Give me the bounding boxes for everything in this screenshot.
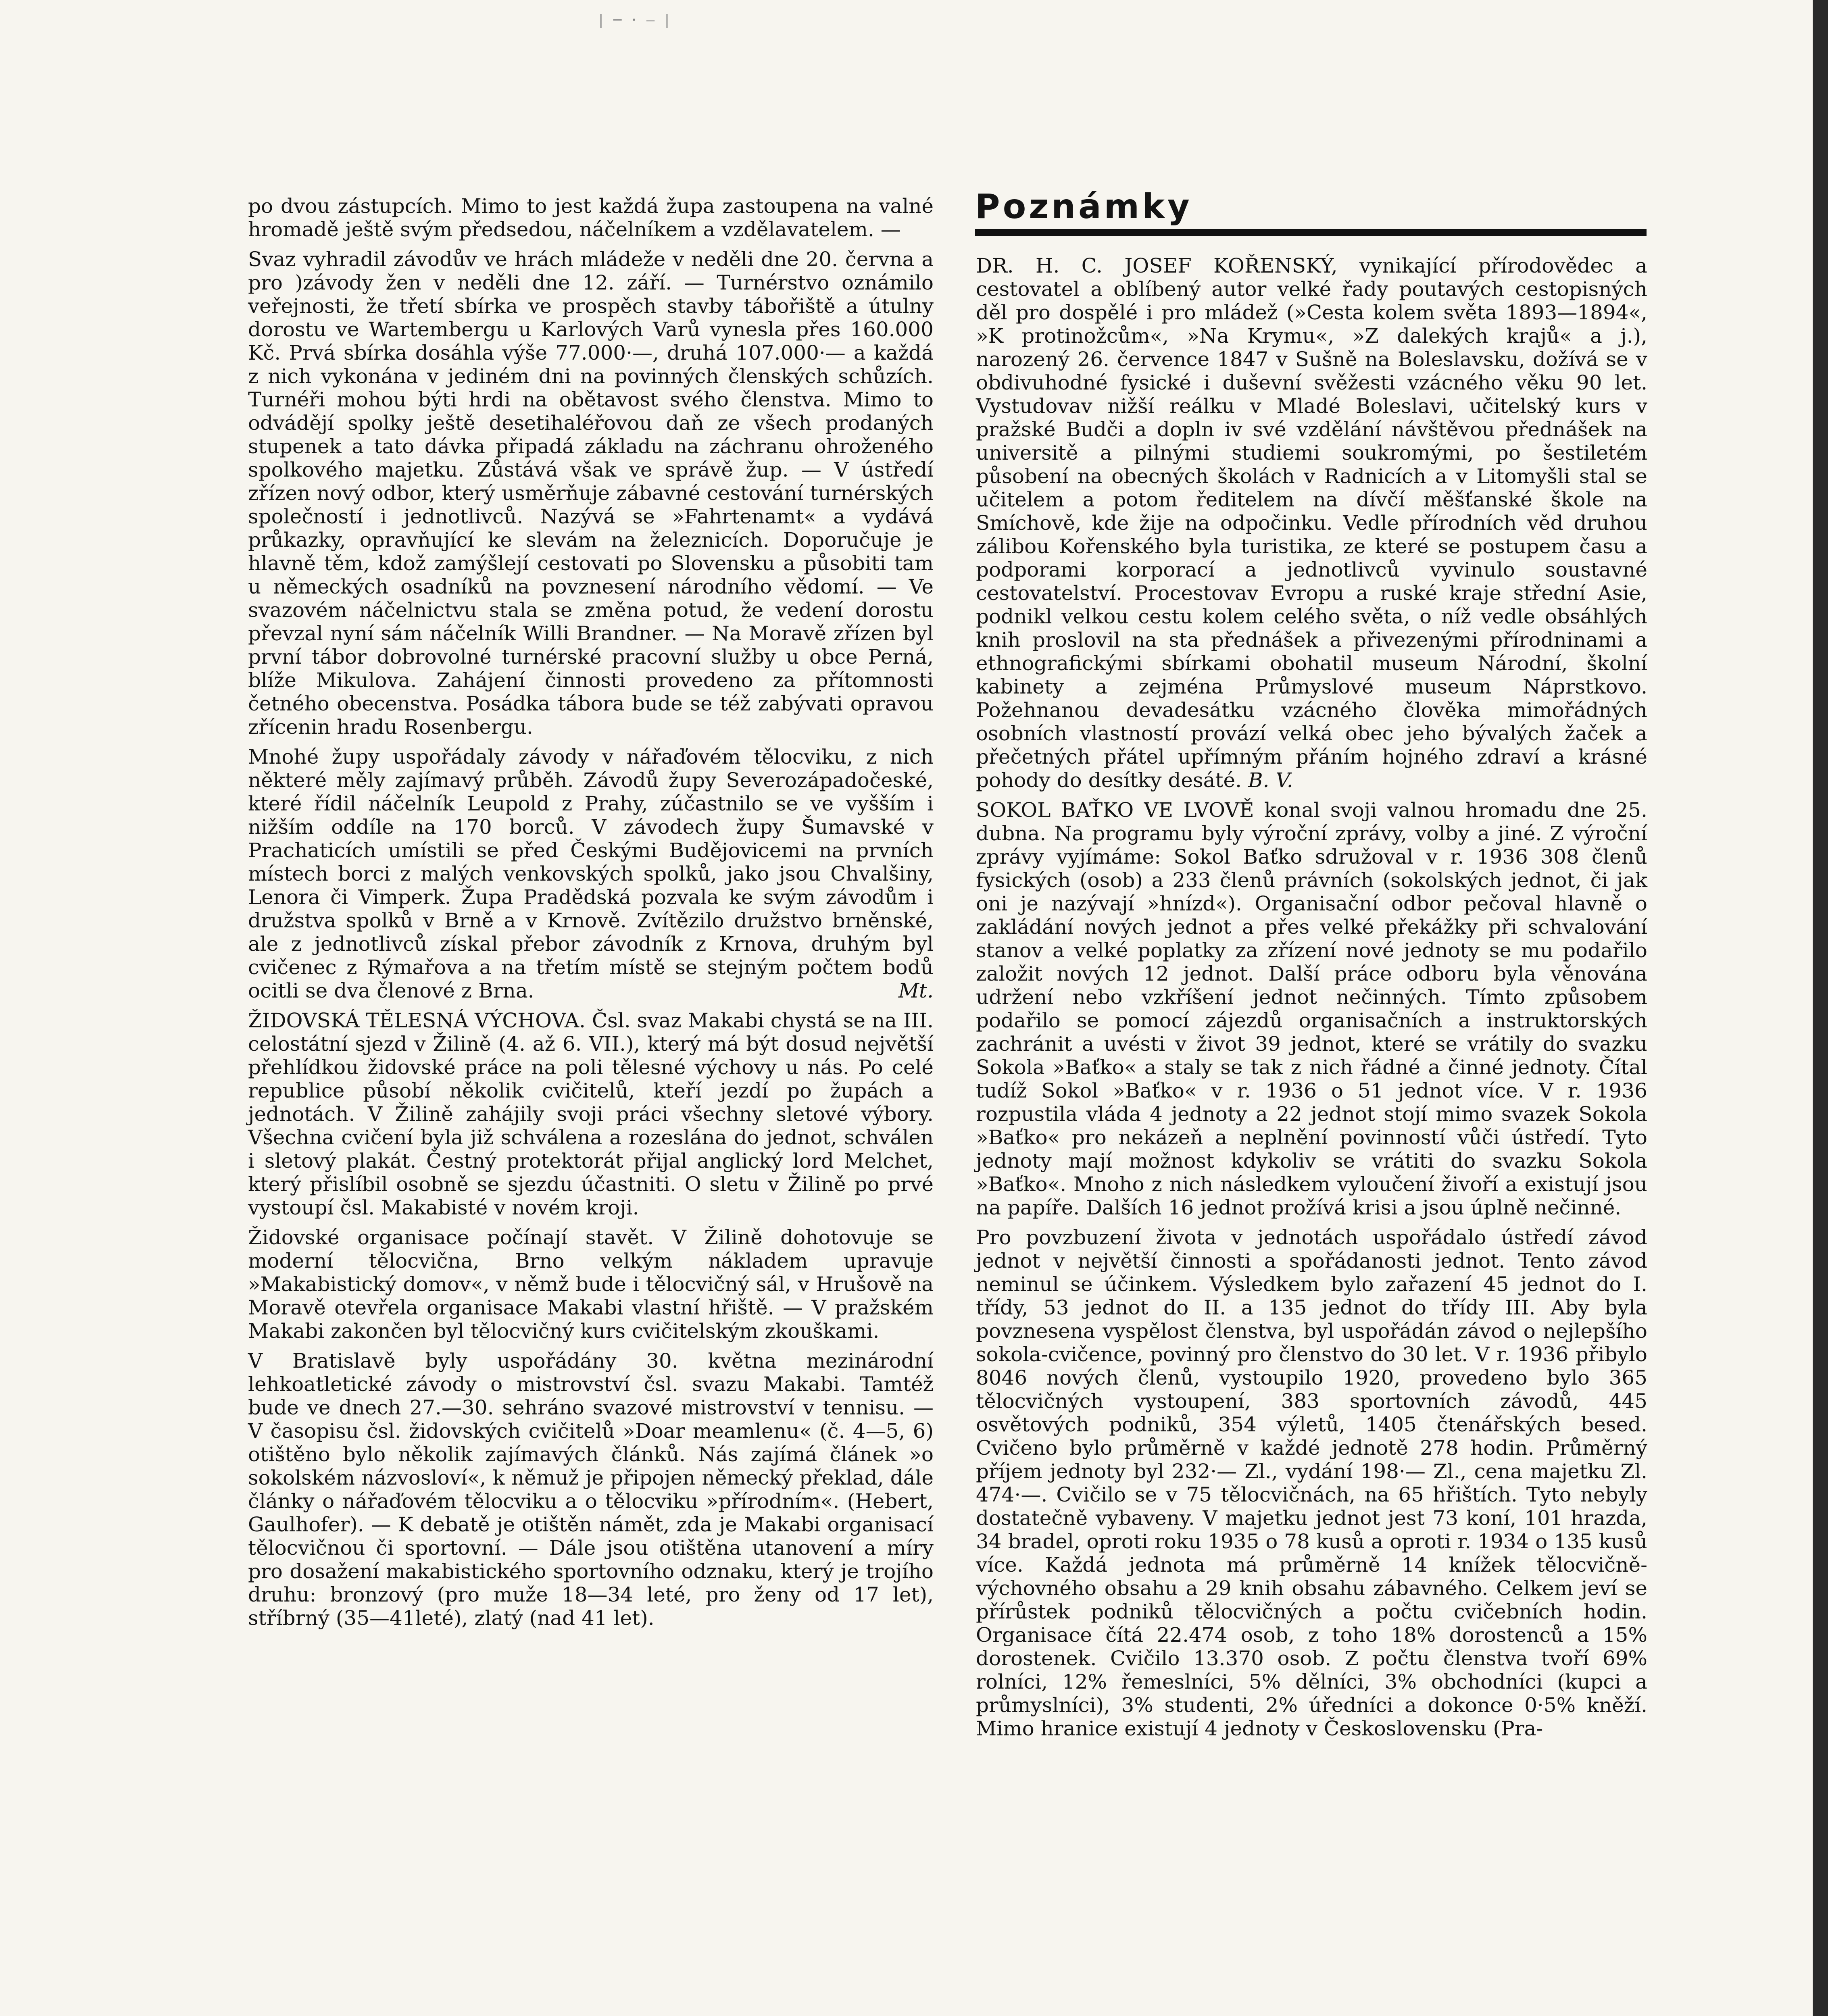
left-paragraph: Svaz vyhradil závodův ve hrách mládeže v neděli dne 20. června a pro )závody žen v neděli dne 12. září. — Turnérstvo oznámilo veřejnosti, že třetí sbírka ve prospěch stavby tábořiště a útulny dorostu ve Wartembergu u Karlových Varů vynesla přes 160.000 Kč. Prvá sbírka dosáhla výše 77.000·—, druhá 107.000·— a každá z nich vykonána v jediném dni na povinných členských schůzích. Turnéři mohou býti hrdi na obětavost svého členstva. Mimo to odvádějí spolky ještě desetihaléřovou daň ze všech prodaných stupenek a tato dávka připadá základu na záchranu ohroženého spolkového majetku. Zůstává však ve správě žup. — V ústředí zřízen nový odbor, který usměrňuje zábavné cestování turnérských společností i jednotlivců. Nazývá se »Fahrtenamt« a vydává průkazky, opravňující ke slevám na železnicích. Doporučuje je hlavně těm, kdož zamýšlejí cestovati po Slovensku a působiti tam u německých osadníků na povznesení národního vědomí. — Ve svazovém náčelnictvu stala se změna potud, že vedení dorostu převzal nyní sám náčelník Willi Brandner. — Na Moravě zřízen byl první tábor dobrovolné turnérské pracovní služby u obce Perná, blíže Mikulova. Zahájení činnosti provedeno za přítomnosti četného obecenstva. Posádka tábora bude se též zabývati opravou zřícenin hradu Rosenbergu. xyxy=(248,248,934,739)
right-paragraph: Pro povzbuzení života v jednotách uspořádalo ústředí závod jednot v největší činnosti a spořádanosti jednot. Tento závod neminul se účinkem. Výsledkem bylo zařazení 45 jednot do I. třídy, 53 jednot do II. a 135 jednot do třídy III. Aby byla povznesena vyspělost členstva, byl uspořádán závod o nejlepšího sokola-cvičence, povinný pro členstvo do 30 let. V r. 1936 přibylo 8046 nových členů, vystoupilo 1920, provedeno bylo 365 tělocvičných vystoupení, 383 sportovních závodů, 445 osvětových podniků, 354 výletů, 1405 čtenářských besed. Cvičeno bylo průměrně v každé jednotě 278 hodin. Průměrný příjem jednoty byl 232·— Zl., vydání 198·— Zl., cena majetku Zl. 474·—. Cvičilo se v 75 tělocvičnách, na 65 hřištích. Tyto nebyly dostatečně vybaveny. V majetku jednot jest 73 koní, 101 hrazda, 34 bradel, oproti roku 1935 o 78 kusů a oproti r. 1934 o 135 kusů více. Každá jednota má průměrně 14 knížek tělocvičně-výchovného obsahu a 29 knih obsahu zábavného. Celkem jeví se přírůstek podniků tělocvičných a počtu cvičebních hodin. Organisace čítá 22.474 osob, z toho 18% dorostenců a 15% dorostenek. Cvičilo 13.370 osob. Z počtu členstva tvoří 69% rolníci, 12% řemeslníci, 5% dělníci, 3% obchodníci (kupci a průmyslníci), 3% studenti, 2% úředníci a dokonce 0·5% kněží. Mimo hranice existují 4 jednoty v Československu (Pra- xyxy=(976,1226,1647,1740)
section-header xyxy=(975,187,1647,236)
author-signature: B. V. xyxy=(1248,768,1293,792)
left-paragraph xyxy=(248,745,934,1002)
left-paragraph: po dvou zástupcích. Mimo to jest každá župa zastoupena na valné hromadě ještě svým předsedou, náčelníkem a vzdělavatelem. — xyxy=(248,194,934,241)
section-title: Poznámky xyxy=(975,187,1192,226)
top-scan-mark: | ─ · ― | xyxy=(597,12,671,28)
left-paragraph: ŽIDOVSKÁ TĚLESNÁ VÝCHOVA. Čsl. svaz Makabi chystá se na III. celostátní sjezd v Žilině (4. až 6. VII.), který má být dosud největší přehlídkou židovské práce na poli tělesné výchovy u nás. Po celé republice působí několik cvičitelů, kteří jezdí po župách a jednotách. V Žilině zahájily svoji práci všechny sletové výbory. Všechna cvičení byla již schválena a rozeslána do jednot, schválen i sletový plakát. Čestný protektorát přijal anglický lord Melchet, který přislíbil osobně se sjezdu účastniti. O sletu v Žilině po prvé vystoupí čsl. Makabisté v novém kroji. xyxy=(248,1009,934,1219)
left-paragraph: Židovské organisace počínají stavět. V Žilině dohotovuje se moderní tělocvična, Brno velkým nákladem upravuje »Makabistický domov«, v němž bude i tělocvičný sál, v Hrušově na Moravě otevřela organisace Makabi vlastní hřiště. — V pražském Makabi zakončen byl tělocvičný kurs cvičitelským zkouškami. xyxy=(248,1226,934,1343)
paragraph-text: DR. H. C. JOSEF KOŘENSKÝ, vynikající přírodovědec a cestovatel a oblíbený autor velké řady poutavých cestopisných děl pro dospělé i pro mládež (»Cesta kolem světa 1893—1894«, »K protinožcům«, »Na Krymu«, »Z dalekých krajů« a j.), narozený 26. července 1847 v Sušně na Boleslavsku, dožívá se v obdivuhodné fysické i duševní svěžesti vzácného věku 90 let. Vystudovav nižší reálku v Mladé Boleslavi, učitelský kurs v pražské Budči a dopln iv své vzdělání návštěvou přednášek na universitě a pilnými studiemi soukromými, po šestiletém působení na obecných školách v Radnicích a v Litomyšli stal se učitelem a potom ředitelem na dívčí měšťanské škole na Smíchově, kde žije na odpočinku. Vedle přírodních věd druhou zálibou Kořenského byla turistika, ze které se postupem času a podporami korporací a jednotlivců vyvinulo soustavné cestovatelství. Procestovav Evropu a ruské kraje střední Asie, podnikl velkou cestu kolem celého světa, o níž vedle obsáhlých knih proslovil na sta přednášek a přivezenými přírodninami a ethnografickými sbírkami obohatil museum Národní, školní kabinety a zejména Průmyslové museum Náprstkovo. Požehnanou devadesátku vzácného člověka mimořádných osobních vlastností provází velká obec jeho bývalých žaček a přečetných přátel upřímným přáním hojného zdraví a krásné pohody do desítky desáté. xyxy=(976,254,1647,792)
section-rule xyxy=(975,229,1647,236)
left-paragraph: V Bratislavě byly uspořádány 30. května mezinárodní lehkoatletické závody o mistrovství čsl. svazu Makabi. Tamtéž bude ve dnech 27.—30. sehráno svazové mistrovství v tennisu. — V časopisu čsl. židovských cvičitelů »Doar meamlenu« (č. 4—5, 6) otištěno bylo několik zajímavých článků. Nás zajímá článek »o sokolském názvosloví«, k němuž je připojen německý překlad, dále články o nářaďovém tělocviku a o tělocviku »přírodním«. (Hebert, Gaulhofer). — K debatě je otištěn námět, zda je Makabi organisací tělocvičnou či sportovní. — Dále jsou otištěna utanovení a míry pro dosažení makabistického sportovního odznaku, který je trojího druhu: bronzový (pro muže 18—34 leté, pro ženy od 17 let), stříbrný (35—41leté), zlatý (nad 41 let). xyxy=(248,1349,934,1630)
scan-edge xyxy=(1813,0,1828,2016)
right-paragraph xyxy=(976,254,1647,792)
left-column xyxy=(248,194,934,1636)
right-paragraph: SOKOL BAŤKO VE LVOVĚ konal svoji valnou hromadu dne 25. dubna. Na programu byly výroční zprávy, volby a jiné. Z výroční zprávy vyjímáme: Sokol Baťko sdružoval v r. 1936 308 členů fysických (osob) a 233 členů právních (sokolských jednot, či jak oni je nazývají »hnízd«). Organisační odbor pečoval hlavně o zakládání nových jednot a přes velké překážky při schvalování stanov a velké poplatky za zřízení nové jednoty se mu podařilo založit nových 12 jednot. Další práce odboru byla věnována udržení nebo vzkříšení jednot nečinných. Tímto způsobem podařilo se pomocí zájezdů organisačních a instruktorských zachránit a uvésti v život 39 jednot, které se vrátily do svazku Sokola »Baťko« a staly se tak z nich řádné a činné jednoty. Čítal tudíž Sokol »Baťko« v r. 1936 o 51 jednot více. V r. 1936 rozpustila vláda 4 jednoty a 22 jednot stojí mimo svazek Sokola »Baťko« pro nekázeň a neplnění povinností vůči ústředí. Tyto jednoty mají možnost kdykoliv se vrátiti do svazku Sokola »Baťko«. Mnoho z nich následkem vyloučení živoří a existují jsou na papíře. Dalších 16 jednot prožívá krisi a jsou úplně nečinné. xyxy=(976,798,1647,1219)
author-signature: Mt. xyxy=(898,979,934,1002)
right-column xyxy=(976,254,1647,1747)
paragraph-text: Mnohé župy uspořádaly závody v nářaďovém tělocviku, z nich některé měly zajímavý průběh. Závodů župy Severozápadočeské, které řídil náčelník Leupold z Prahy, zúčastnilo se ve vyšším i nižším oddíle na 170 borců. V závodech župy Šumavské v Prachaticích umístili se před Českými Budějovicemi na prvních místech borci z malých venkovských spolků, jako jsou Chvalšiny, Lenora či Vimperk. Župa Pradědská pozvala ke svým závodům i družstva spolků v Brně a v Krnově. Zvítězilo družstvo brněnské, ale z jednotlivců získal přebor závodník z Krnova, druhým byl cvičenec z Rýmařova a na třetím místě se stejným počtem bodů ocitli se dva členové z Brna. xyxy=(248,745,934,1002)
